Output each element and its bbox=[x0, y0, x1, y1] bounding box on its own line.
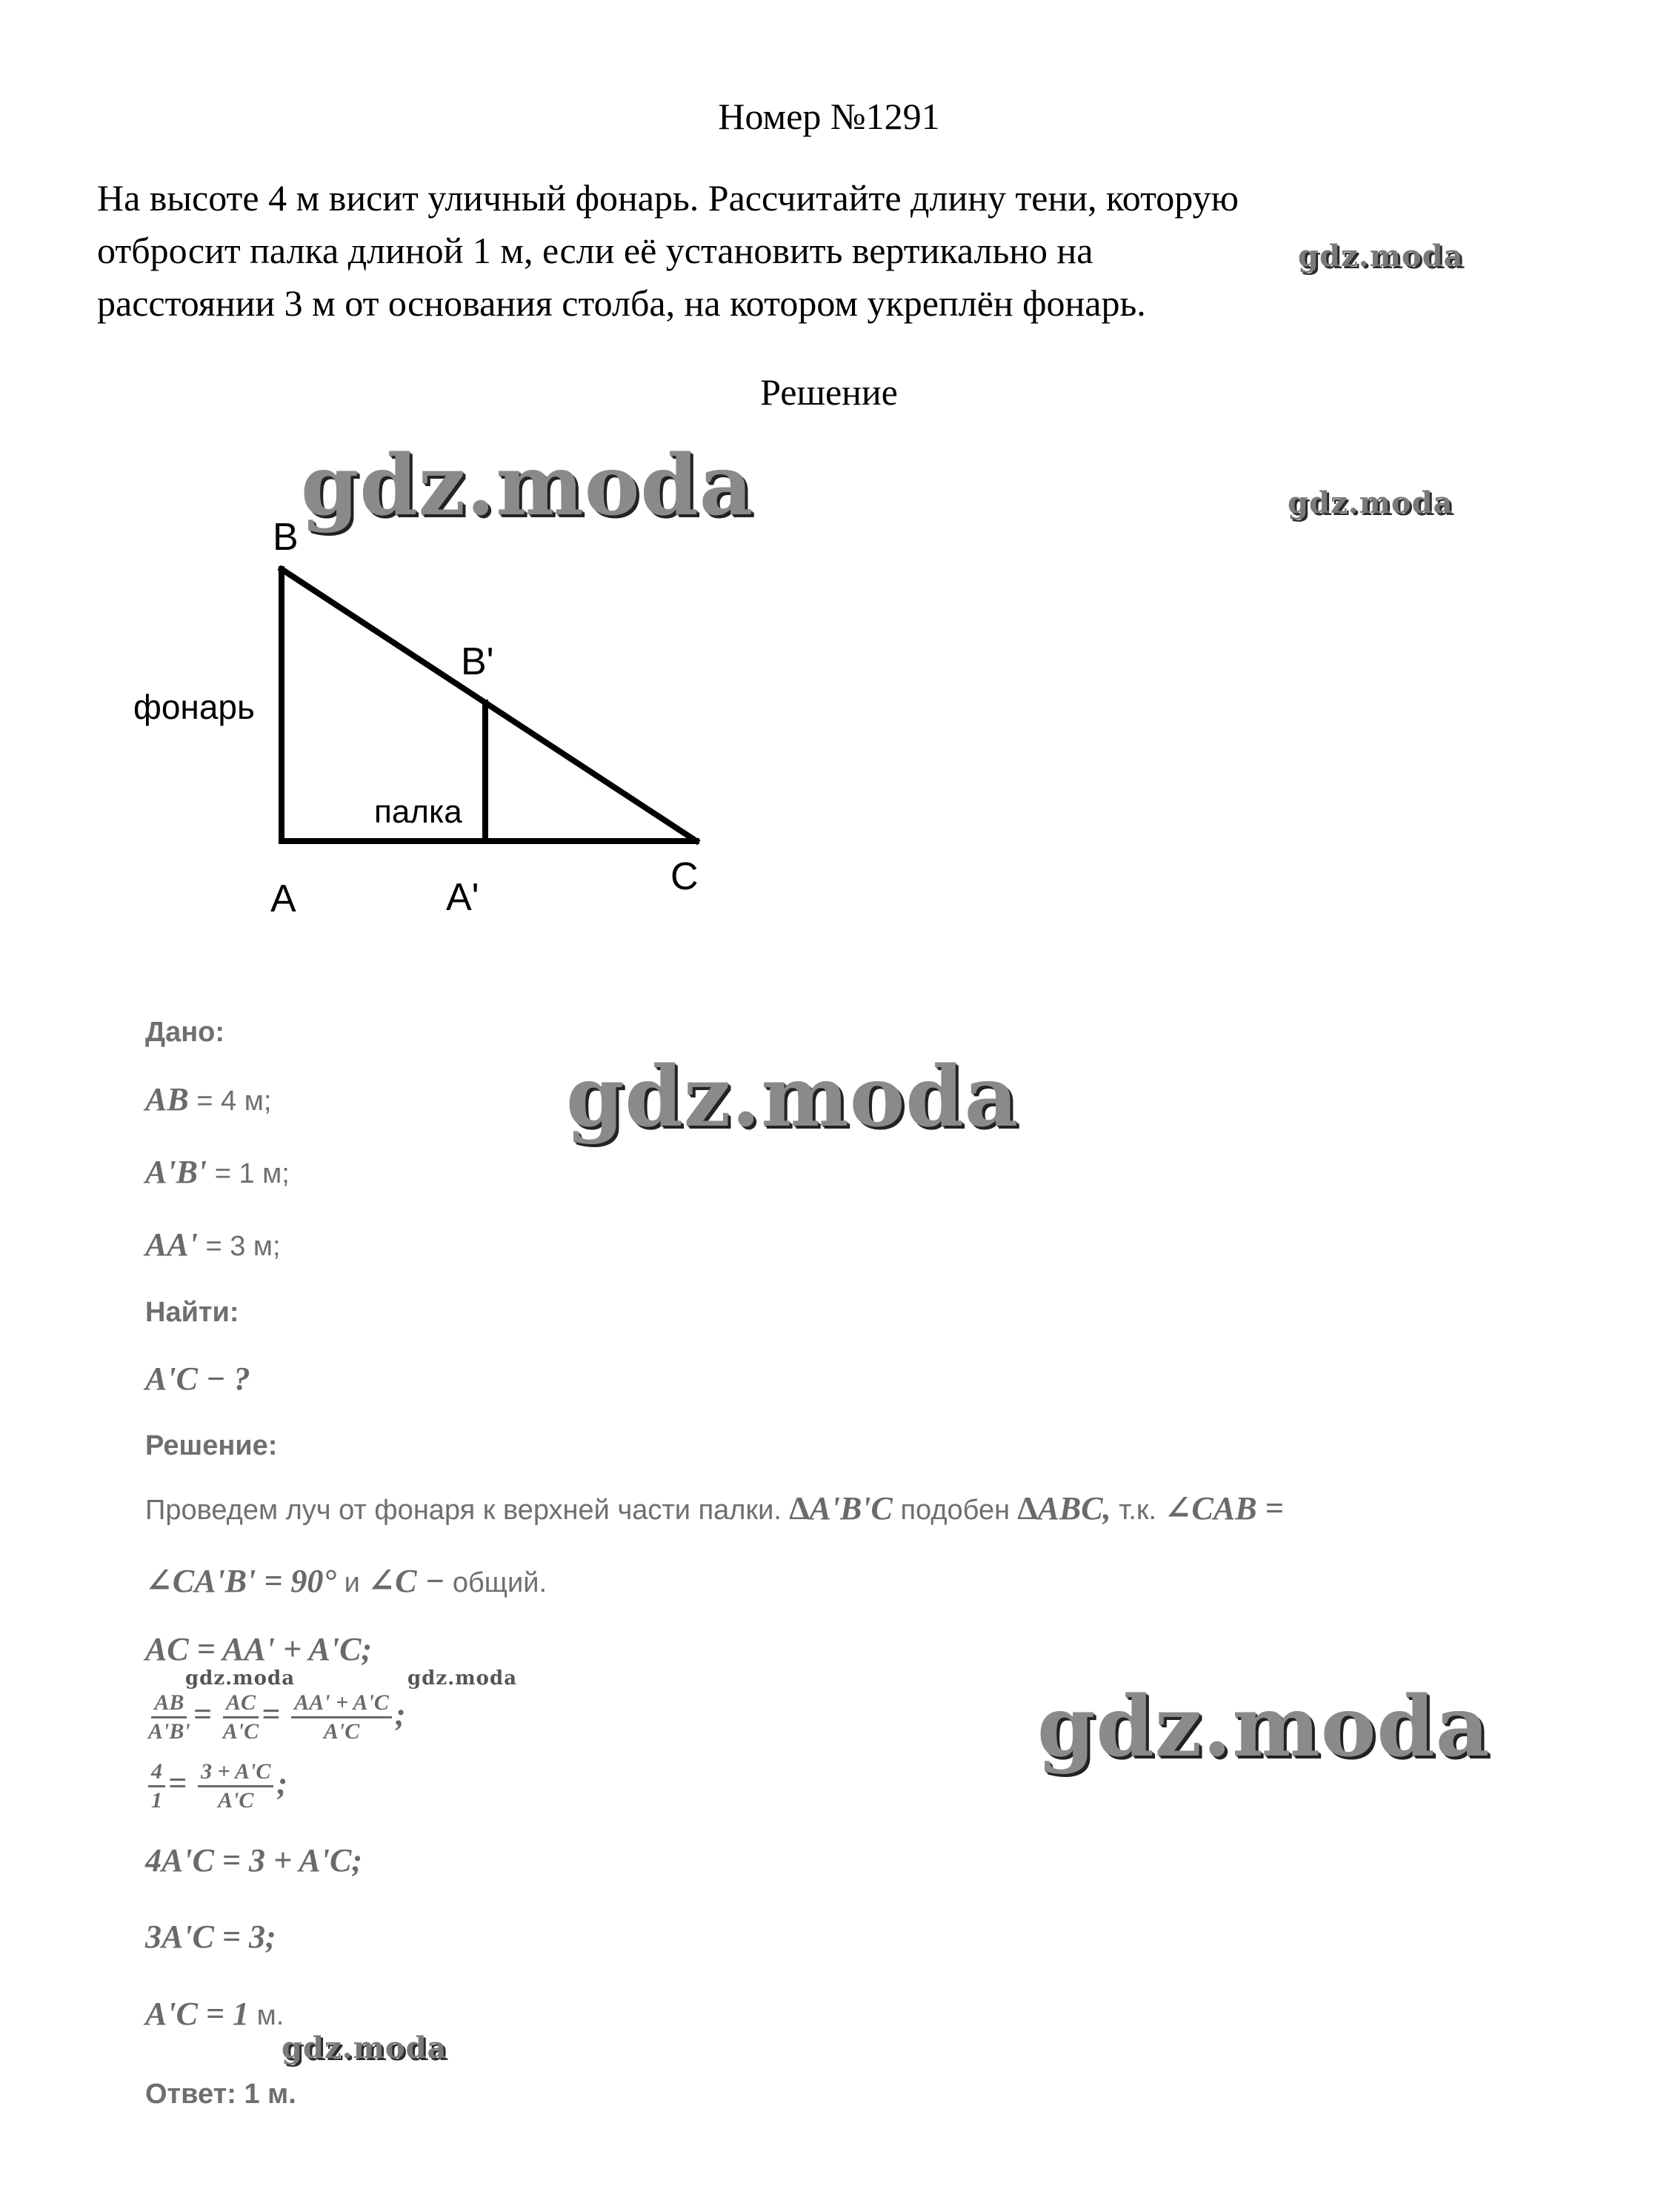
answer: Ответ: 1 м. bbox=[145, 2079, 296, 2110]
given-rhs: = 3 м; bbox=[205, 1231, 281, 1262]
equation: $\frac{AB}{A'B'}$ = $\frac{AC}{A'C}$ = $\frac{AA' + A'C}{A'C}$ ; bbox=[148, 1690, 406, 1744]
fraction-denominator: A'B' bbox=[148, 1719, 190, 1744]
watermark: gdz.moda bbox=[1288, 485, 1454, 520]
solution-text: т.к. bbox=[1119, 1495, 1157, 1526]
fraction bbox=[198, 1760, 273, 1813]
watermark: gdz.moda bbox=[1298, 239, 1464, 273]
given-rhs: = 1 м; bbox=[214, 1158, 290, 1189]
fraction-denominator: A'C bbox=[323, 1719, 360, 1744]
label-A-prime: A' bbox=[446, 876, 479, 919]
triangle-diagram bbox=[111, 504, 741, 949]
watermark: gdz.moda bbox=[282, 2030, 447, 2065]
find-title: Найти: bbox=[145, 1297, 239, 1328]
given-lhs: AB bbox=[145, 1081, 189, 1117]
problem-number: Номер №1291 bbox=[718, 96, 940, 137]
fraction bbox=[148, 1691, 190, 1744]
watermark: gdz.moda bbox=[185, 1667, 296, 1690]
equation-text: A'C = 1 bbox=[145, 1996, 249, 2032]
label-lantern: фонарь bbox=[133, 688, 255, 726]
light-ray bbox=[282, 569, 696, 841]
angle-expr: ∠CA'B' = 90° bbox=[145, 1563, 337, 1599]
triangle-expr: ∆A'B'C bbox=[789, 1490, 893, 1527]
given-rhs: = 4 м; bbox=[196, 1086, 272, 1117]
fraction-numerator: AC bbox=[223, 1691, 259, 1718]
fraction-numerator: AB bbox=[151, 1691, 187, 1718]
given-line bbox=[145, 1226, 281, 1263]
solution-title: Решение: bbox=[145, 1430, 278, 1461]
given-line bbox=[145, 1080, 271, 1118]
equation bbox=[145, 1995, 284, 2033]
solution-text: Проведем луч от фонаря к верхней части палки. bbox=[145, 1495, 782, 1526]
fraction-numerator: AA' + A'C bbox=[291, 1691, 392, 1718]
solution-text-line bbox=[145, 1562, 547, 1600]
label-B-prime: B' bbox=[461, 640, 494, 683]
solution-text: общий. bbox=[452, 1567, 547, 1598]
label-stick: палка bbox=[374, 794, 462, 830]
punctuation: ; bbox=[276, 1764, 288, 1801]
equation bbox=[145, 1918, 276, 1956]
punctuation: ; bbox=[394, 1695, 406, 1733]
triangle-expr: ∆ABC, bbox=[1017, 1490, 1111, 1527]
fraction-denominator: A'C bbox=[218, 1788, 254, 1813]
angle-expr: ∠C − bbox=[367, 1563, 445, 1599]
equation-text: 3A'C = 3; bbox=[145, 1919, 276, 1955]
solution-text: и bbox=[344, 1567, 360, 1598]
label-A: A bbox=[270, 877, 296, 920]
find-expr: A'C − ? bbox=[145, 1361, 250, 1397]
given-lhs: AA' bbox=[145, 1226, 198, 1263]
fraction-numerator: 3 + A'C bbox=[198, 1760, 273, 1787]
given-title: Дано: bbox=[145, 1017, 225, 1048]
problem-line: отбросит палка длиной 1 м, если её установить вертикально на bbox=[97, 230, 1093, 271]
fraction bbox=[148, 1760, 165, 1813]
fraction bbox=[223, 1691, 259, 1744]
equation-text: 4A'C = 3 + A'C; bbox=[145, 1842, 363, 1879]
given-lhs: A'B' bbox=[145, 1154, 207, 1190]
watermark: gdz.moda bbox=[1037, 1678, 1491, 1776]
problem-line: На высоте 4 м висит уличный фонарь. Рассчитайте длину тени, которую bbox=[97, 177, 1239, 219]
solution-heading: Решение bbox=[760, 371, 898, 413]
fraction-denominator: 1 bbox=[151, 1788, 162, 1813]
equation: $\frac{4}{1}$ = $\frac{3 + A'C}{A'C}$ ; bbox=[145, 1760, 287, 1813]
equation bbox=[145, 1841, 362, 1879]
watermark: gdz.moda bbox=[407, 1667, 518, 1690]
equation-text: AC = AA' + A'C; bbox=[145, 1631, 373, 1667]
label-C: C bbox=[670, 855, 699, 898]
find-line bbox=[145, 1360, 250, 1398]
label-B: B bbox=[273, 516, 299, 559]
solution-text-line bbox=[145, 1489, 1284, 1527]
watermark: gdz.moda bbox=[301, 437, 754, 534]
angle-expr: ∠CAB = bbox=[1164, 1490, 1284, 1527]
problem-line: расстоянии 3 м от основания столба, на котором укреплён фонарь. bbox=[97, 282, 1146, 324]
watermark: gdz.moda bbox=[566, 1049, 1019, 1146]
solution-text: подобен bbox=[900, 1495, 1011, 1526]
fraction bbox=[291, 1691, 392, 1744]
given-line bbox=[145, 1153, 290, 1191]
equation bbox=[145, 1630, 372, 1668]
unit-text: м. bbox=[256, 2000, 284, 2031]
fraction-denominator: A'C bbox=[222, 1719, 259, 1744]
fraction-numerator: 4 bbox=[148, 1760, 165, 1787]
